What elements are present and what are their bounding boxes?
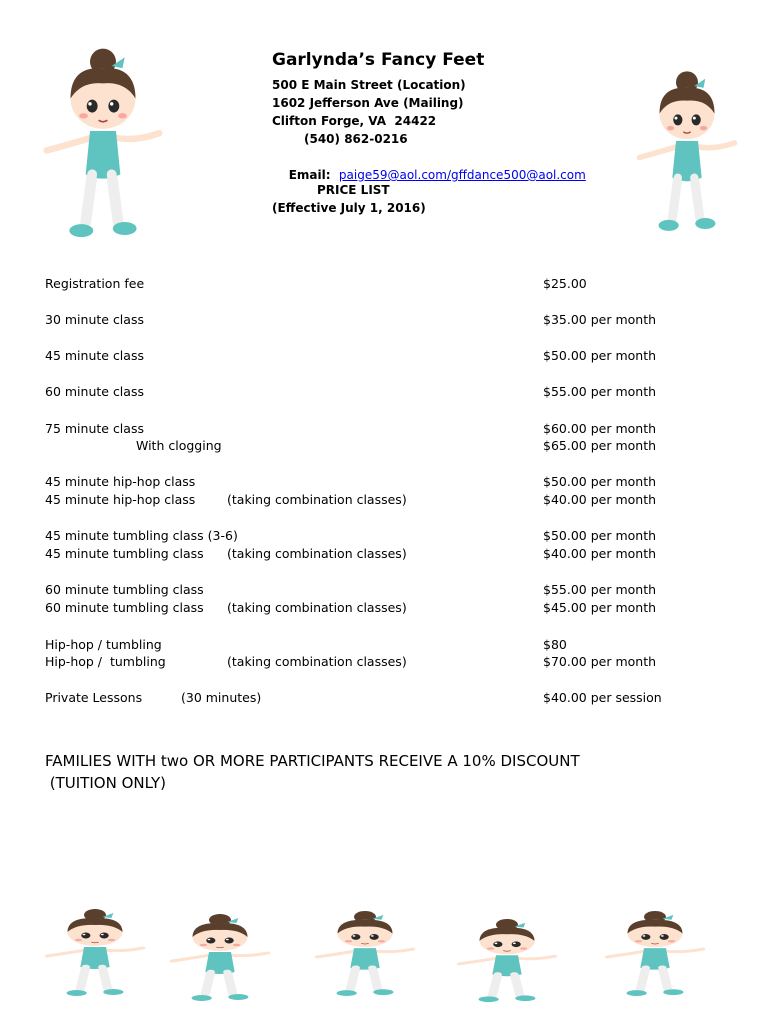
item-name: Private Lessons [45, 690, 143, 705]
item-price: $55.00 per month [543, 582, 657, 597]
ballerina-illustration [38, 44, 168, 244]
email-link[interactable]: paige59@aol.com/gffdance500@aol.com [338, 168, 586, 182]
item-name: 45 minute hip-hop class [45, 492, 196, 507]
ballerina-illustration [165, 913, 275, 1003]
item-price: $40.00 per session [543, 690, 662, 705]
ballerina-illustration [452, 918, 562, 1004]
ballerina-illustration [600, 910, 710, 998]
item-name: 45 minute class [45, 348, 144, 363]
item-price: $80 [543, 637, 567, 652]
item-price: $40.00 per month [543, 546, 657, 561]
item-price: $50.00 per month [543, 348, 657, 363]
item-name: Hip-hop / tumbling [45, 654, 166, 669]
discount-line-1: FAMILIES WITH two OR MORE PARTICIPANTS RECEIVE A 10% DISCOUNT [45, 752, 580, 770]
item-price: $70.00 per month [543, 654, 657, 669]
item-note: (taking combination classes) [227, 546, 407, 561]
item-note: With clogging [136, 438, 222, 453]
effective-date: (Effective July 1, 2016) [272, 201, 426, 215]
item-name: 30 minute class [45, 312, 144, 327]
header [272, 50, 612, 202]
address-mailing: 1602 Jefferson Ave (Mailing) [272, 96, 464, 110]
ballerina-illustration [632, 58, 742, 246]
item-name: 60 minute tumbling class [45, 582, 204, 597]
item-price: $50.00 per month [543, 474, 657, 489]
address-location: 500 E Main Street (Location) [272, 78, 466, 92]
item-name: 75 minute class [45, 421, 144, 436]
item-name: Hip-hop / tumbling [45, 637, 162, 652]
item-price: $50.00 per month [543, 528, 657, 543]
item-name: 45 minute tumbling class (3-6) [45, 528, 238, 543]
price-list-heading: PRICE LIST [317, 183, 390, 197]
item-name: 60 minute tumbling class [45, 600, 204, 615]
item-name: Registration fee [45, 276, 145, 291]
email-label: Email: [288, 168, 331, 182]
phone-number: (540) 862-0216 [304, 132, 408, 146]
item-note: (taking combination classes) [227, 654, 407, 669]
item-price: $35.00 per month [543, 312, 657, 327]
page-title: Garlynda’s Fancy Feet [272, 50, 485, 70]
item-note: (taking combination classes) [227, 600, 407, 615]
discount-notice [45, 750, 580, 794]
item-price: $25.00 [543, 276, 587, 291]
item-price: $45.00 per month [543, 600, 657, 615]
item-price: $60.00 per month [543, 421, 657, 436]
item-price: $55.00 per month [543, 384, 657, 399]
address-city: Clifton Forge, VA 24422 [272, 114, 437, 128]
item-price: $65.00 per month [543, 438, 657, 453]
item-name: 45 minute tumbling class [45, 546, 204, 561]
discount-line-2: (TUITION ONLY) [45, 774, 166, 792]
ballerina-illustration [40, 908, 150, 998]
item-price: $40.00 per month [543, 492, 657, 507]
item-name: 60 minute class [45, 384, 144, 399]
item-note: (30 minutes) [181, 690, 262, 705]
item-name: 45 minute hip-hop class [45, 474, 196, 489]
item-note: (taking combination classes) [227, 492, 407, 507]
ballerina-illustration [310, 910, 420, 998]
